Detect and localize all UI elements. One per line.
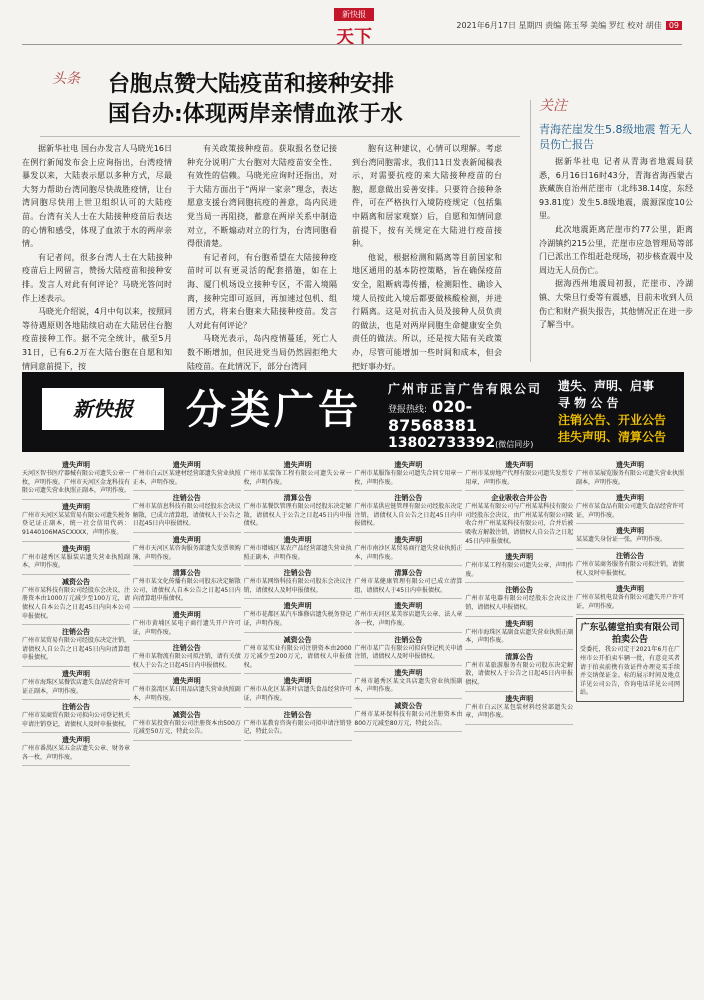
side-tag: 关注 [539,98,567,114]
ad-title: 遗失声明 [505,461,534,469]
article-column-1 [22,142,172,371]
hotline-label: 登报热线: [388,405,428,415]
classified-ad [576,524,684,549]
ad-title: 遗失声明 [172,535,201,544]
ad-body: 广州市某装饰工程有限公司遗失公章一枚，声明作废。 [243,470,352,486]
ad-title: 注销公告 [394,494,423,503]
classified-column [354,458,462,986]
ad-title: 遗失声明 [505,694,534,703]
ad-body: 广州市某商务服务有限公司拟注销，请债权人及时申报债权。 [575,560,684,577]
classified-ad [22,733,130,766]
classified-ad [133,533,241,566]
classified-ad [576,582,684,615]
ad-body: 广州市南沙区某贸易商行遗失营业执照正本，声明作废。 [354,544,463,561]
ad-body: 广州市荔湾区某日用品店遗失营业执照副本，声明作废。 [132,686,241,702]
classified-ad [465,650,573,692]
article-paragraph: 马晓光介绍说，4月中旬以来，按照同等待遇原则各地陆续启动在大陆居住台胞疫苗接种工作。据不完全统计，截至5月31日，已有6.2万在大陆台胞在自愿和知情同意前提下，按 [22,307,172,371]
classified-ad [465,583,573,616]
article-paragraph: 有记者问，很多台湾人士在大陆接种疫苗后上网留言，赞扬大陆疫苗和接种安排。发言人对此有何评论？马晓光答问时作上述表示。 [22,252,172,303]
classified-column [465,458,573,986]
ad-body: 广州市某展览服务有限公司遗失营业执照副本，声明作废。 [575,470,684,486]
ad-body: 某某遗失身份证一张，声明作废。 [575,536,666,544]
ad-body: 广州市某服饰有限公司遗失合同专用章一枚，声明作废。 [354,470,463,486]
hotline-number: 020-87568381 [388,397,478,435]
category-line: 注销公告、开业公告 [558,413,667,427]
ad-body: 广州市某机电设备有限公司遗失开户许可证，声明作废。 [575,594,684,610]
classified-ad [465,692,573,725]
classified-ad [244,533,352,566]
auction-notice [576,618,684,702]
ad-title: 遗失声明 [615,494,644,503]
ad-title: 遗失声明 [615,527,644,536]
article-column-2 [187,142,337,371]
ad-title: 减资公告 [62,577,90,586]
ad-body: 广州市黄埔区某电子商行遗失开户许可证，声明作废。 [132,619,241,636]
classified-column [133,458,241,986]
ad-body: 广州市某教育咨询有限公司拟申请注销登记，特此公告。 [243,719,352,736]
classified-ad [22,625,130,667]
ad-title: 清算公告 [505,652,534,661]
auction-title: 广东弘德堂拍卖有限公司拍卖公告 [580,623,680,646]
auction-body: 受委托，我公司定于2021年6月在广州市公开拍卖车辆一批，有意竞买者请于拍卖前携有效证件办理竞买手续并交纳保证金。标的展示时间及地点详见公司公告，咨询电话详见公司网站。 [579,646,680,697]
ad-title: 遗失声明 [394,602,423,611]
ad-title: 遗失声明 [283,535,312,544]
ad-body: 天河区智书医疗器械有限公司遗失公章一枚，声明作废。广州市天河区金龙科技有限公司遗失营业执照正副本，声明作废。 [22,470,131,495]
classified-ad [133,674,241,707]
ad-title: 遗失声明 [283,602,312,611]
classified-ad [576,549,684,582]
ad-title: 遗失声明 [62,502,90,511]
classified-ad [576,458,684,491]
ad-title: 遗失声明 [394,461,423,469]
classified-ad [465,458,573,491]
classified-ad [354,599,462,632]
agency-name: 广州市正言广告有限公司 [388,382,543,396]
ad-title: 遗失声明 [394,668,423,677]
classified-ad [22,542,130,575]
ad-body: 广州市某食品有限公司遗失食品经营许可证，声明作废。 [575,503,684,519]
classified-ad [244,708,352,741]
ad-title: 遗失声明 [172,677,201,686]
category-line: 寻 物 公 告 [558,396,619,410]
lead-article [22,142,502,371]
ad-title: 遗失声明 [62,736,90,745]
ad-body: 广州市越秀区某服装店遗失营业执照副本，声明作废。 [22,553,130,570]
ad-title: 减资公告 [283,635,312,644]
ad-body: 广州市某文化传播有限公司股东决定解散公司，请债权人自本公告之日起45日内向清算组申报债权。 [132,578,241,603]
side-paragraph: 据新华社电 记者从青海省地震局获悉，6月16日16时43分，青海省海西蒙古族藏族自治州茫崖市（北纬38.14度，东经93.81度）发生5.8级地震，震源深度10公里。 [539,157,693,221]
date-editor-line: 2021年6月17日 星期四 责编 陈玉琴 美编 罗红 校对 胡佳 [456,21,662,30]
ad-title: 清算公告 [283,494,312,503]
classified-ad [354,633,462,666]
ad-body: 广州市某广告有限公司拟向登记机关申请注销，请债权人及时申报债权。 [354,644,463,661]
classified-grid [22,458,684,986]
ad-title: 遗失声明 [283,677,312,686]
classified-ad [133,608,241,641]
classified-column [22,458,130,986]
classified-ad [354,533,462,566]
ad-body: 广州市某信息科技有限公司经股东会决议解散，已成立清算组，请债权人于公告之日起45日内申报债权。 [132,503,241,528]
ad-body: 广州市某餐饮管理有限公司经股东决定解散，请债权人于公告之日起45日内申报债权。 [243,503,352,528]
wechat-number: 13802733392 [388,435,496,451]
ad-title: 清算公告 [394,569,423,578]
ad-title: 遗失声明 [172,610,201,619]
headline-line-2: 国台办:体现两岸亲情血浓于水 [108,102,403,127]
article-column-3 [352,142,502,371]
headline-rule [40,136,520,137]
ad-body: 广州市某房地产代理有限公司遗失发票专用章，声明作废。 [465,470,574,486]
banner-logo: 新快报 [42,388,164,430]
article-paragraph: 胞有这种建议，心情可以理解。考虑到台湾同胞需求，我们11日发表新闻稿表示，对需要抗疫的来大陆接种疫苗的台胞，愿意做出妥善安排。只要符合接种条件，可在严格执行入境防疫规定（包括集中隔离和居家观察）后，自愿和知情同意前提下，按有关规定在大陆进行疫苗接种。 [352,144,502,249]
ad-body: 广州市花都区某汽车维修店遗失税务登记证，声明作废。 [243,611,352,627]
page-number: 09 [666,21,682,30]
ad-body: 广州市增城区某农产品经营部遗失营业执照正副本，声明作废。 [243,544,352,561]
ad-title: 注销公告 [62,703,90,712]
ad-title: 遗失声明 [283,461,312,469]
classified-ad [244,633,352,675]
banner-title: 分类广告 [186,387,362,433]
article-paragraph: 有关政策接种疫苗。获取报名登记接种充分说明广大台胞对大陆疫苗安全性、有效性的信赖。马晓光应询时还指出，对于大陆方面出于“两岸一家亲”理念，表达愿意支援台湾同胞抗疫的善意，岛内民进党当局一再阻挠，蓄意在两岸关系中制造对立，不断煽动对立的行为，台湾同胞看得很清楚。 [187,144,337,249]
page-header [0,0,704,48]
side-title: 青海茫崖发生5.8级地震 暂无人员伤亡报告 [539,123,692,151]
newspaper-logo: 新快报 [334,8,374,21]
side-paragraph: 据海西州地震局初报，茫崖市、冷湖镇、大柴旦行委等有震感，目前未收到人员伤亡和财产损失报告，其他情况正在进一步了解当中。 [539,279,693,330]
ad-body: 广州市越秀区某文具店遗失营业执照副本，声明作废。 [354,677,463,694]
classified-ad [244,674,352,707]
article-paragraph: 有记者问，有台胞希望在大陆接种疫苗时可以有更灵活的配套措施，如在上海、厦门机场设立接种专区，不需入境隔离，接种完即可返回，再加速过包机、组团方式，将来台胞来大陆接种疫苗。发言人对此有何评论？ [187,252,337,330]
ad-categories [558,378,682,446]
classified-ad [465,550,573,583]
ad-title: 遗失声明 [62,544,90,553]
ad-body: 广州市某实业有限公司注册资本由2000万元减少至200万元，请债权人申报债权。 [243,644,352,669]
classified-ad [22,667,130,700]
classified-ad [244,491,352,533]
headline-line-1: 台胞点赞大陆疫苗和接种安排 [108,72,395,97]
page-meta [456,20,682,31]
ad-body: 广州市从化区某茶叶店遗失食品经营许可证，声明作废。 [243,686,352,702]
classified-ad [133,641,241,674]
classified-ad [576,491,684,524]
ad-title: 注销公告 [615,551,644,560]
classified-ad [133,458,241,491]
headline-tag: 头条 [52,71,80,87]
ad-title: 注销公告 [505,586,534,595]
classified-ad [244,566,352,599]
ad-title: 遗失声明 [394,535,423,544]
ad-title: 注销公告 [283,710,312,719]
ad-title: 企业吸收合并公告 [491,494,548,503]
category-line: 遗失、声明、启事 [558,379,655,393]
article-paragraph: 据新华社电 国台办发言人马晓光16日在例行新闻发布会上应询指出，台湾疫情暴发以来，大陆表示愿以多种方式，尽最大努力帮助台湾同胞尽快战胜疫情，让台湾同胞尽快用上世卫组织认可的大陆疫苗。台湾有关人士在大陆接种疫苗后表达的心情和感受，体现了血浓于水的两岸亲情。 [22,144,172,249]
ad-title: 遗失声明 [62,461,90,469]
classified-ad [465,617,573,650]
ad-title: 遗失声明 [615,585,644,594]
ad-body: 广州市某贸易有限公司经股东决定注销，请债权人自公告之日起45日内向清算组申报债权。 [22,637,131,662]
classified-ad [354,458,462,491]
ad-body: 广州市某投资有限公司注册资本由500万元减至50万元，特此公告。 [132,719,241,736]
wechat-row [388,435,544,451]
ad-title: 清算公告 [172,569,201,578]
classified-ad [22,458,130,500]
ad-body: 广州市海珠区某餐饮店遗失食品经营许可证正副本，声明作废。 [22,678,131,695]
ad-title: 注销公告 [62,628,90,637]
ad-body: 广州市某电器有限公司经股东会决议注销，请债权人申报债权。 [465,595,574,611]
ad-title: 遗失声明 [505,619,534,628]
ad-body: 广州市某健康管理有限公司已成立清算组，请债权人于45日内申报债权。 [354,578,463,594]
classified-column [576,458,684,986]
ad-title: 遗失声明 [172,461,201,469]
article-paragraph: 马晓光表示，岛内疫情蔓延，死亡人数不断增加，但民进党当局仍然固拒绝大陆疫苗。在此情况下，部分台湾同 [187,334,337,371]
hotline-row [388,397,544,435]
ad-body: 广州市天河区某某贸易有限公司遗失税务登记证正副本，统一社会信用代码：91440106MA5CXXXX，声明作废。 [22,511,131,536]
side-paragraph: 此次地震距离茫崖市约77公里，距离冷湖镇约215公里，茫崖市应急管理局等部门已派出工作组赶赴现场，初步核查震中及周边无人员伤亡。 [539,224,693,275]
ad-body: 广州市白云区某包装材料经营部遗失公章，声明作废。 [465,703,574,720]
classified-ad [354,666,462,699]
ad-title: 注销公告 [394,635,423,644]
ad-body: 广州市某网络科技有限公司股东会决议注销，请债权人及时申报债权。 [243,578,352,594]
ad-title: 减资公告 [172,710,201,719]
ad-body: 广州市白云区某建材经营部遗失营业执照正本，声明作废。 [132,470,241,486]
ad-body: 广州市某工程有限公司遗失公章，声明作废。 [465,562,574,578]
classified-ad [133,708,241,741]
ad-body: 广州市番禺区某五金店遗失公章、财务章各一枚，声明作废。 [22,745,131,761]
ad-title: 注销公告 [172,644,201,653]
classified-ad [22,500,130,542]
classified-ad [354,566,462,599]
ad-title: 注销公告 [172,494,201,503]
header-rule [22,44,682,45]
ad-body: 广州市某科技有限公司经股东会决议，注册资本由1000万元减少至100万元，请债权人自本公告之日起45日内向本公司申报债权。 [22,586,131,620]
classified-ad [22,575,130,625]
ad-title: 遗失声明 [615,461,644,469]
classified-banner [22,372,684,452]
ad-title: 遗失声明 [62,669,90,678]
wechat-note: (微信同步) [495,440,534,449]
ad-body: 广州市天河区某美容店遗失公章、法人章各一枚，声明作废。 [354,611,463,627]
ad-title: 遗失声明 [505,553,534,562]
article-paragraph: 他说，根据检测和隔离等目前国家和地区通用的基本防控策略，旨在确保疫苗安全，阻断病毒传播，检测阳性、确诊入境人员按此入境后都要做核酸检测，并进行隔离。这是对抗击入员及接种人员负责的做法，也是对两岸同胞生命健康安全负责任的做法。所以，还是按大陆有关政策办，尽管可能增加一些时间和成本，但会把好事办好。 [352,252,502,371]
classified-column [244,458,352,986]
agency-info [388,380,544,451]
ad-body: 广州市某供应链管理有限公司经股东决定注销，请债权人自公告之日起45日内申报债权。 [354,503,463,528]
ad-body: 广州市某环保科技有限公司注册资本由800万元减至80万元，特此公告。 [354,710,463,727]
section-title: 天下 [336,27,372,48]
ad-body: 广州市天河区某咨询服务部遗失发票领购簿，声明作废。 [132,544,241,561]
classified-ad [244,458,352,491]
ad-title: 减资公告 [394,701,423,710]
headline [108,70,403,130]
classified-ad [465,491,573,550]
section-brand [334,8,374,49]
ad-body: 广州某某有限公司与广州某某科技有限公司经股东会决议，由广州某某有限公司吸收合并广州某某科技有限公司，合并后被吸收方解散注销，请债权人自公告之日起45日内申报债权。 [465,503,574,545]
ad-body: 广州市海珠区某副食店遗失营业执照正副本，声明作废。 [465,628,574,645]
ad-body: 广州市某旅游服务有限公司股东决定解散，请债权人于公告之日起45日内申报债权。 [465,661,574,686]
category-line: 挂失声明、清算公告 [558,430,667,444]
classified-ad [244,599,352,632]
ad-body: 广州市某物流有限公司拟注销，请有关债权人于公告之日起45日内申报债权。 [132,653,241,669]
classified-ad [354,699,462,732]
classified-ad [133,566,241,608]
classified-ad [22,700,130,733]
classified-ad [133,491,241,533]
side-article [530,100,693,362]
ad-title: 注销公告 [283,569,312,578]
classified-ad [354,491,462,533]
ad-body: 广州市某商贸有限公司拟向公司登记机关申请注销登记，请债权人及时申报债权。 [22,712,131,728]
